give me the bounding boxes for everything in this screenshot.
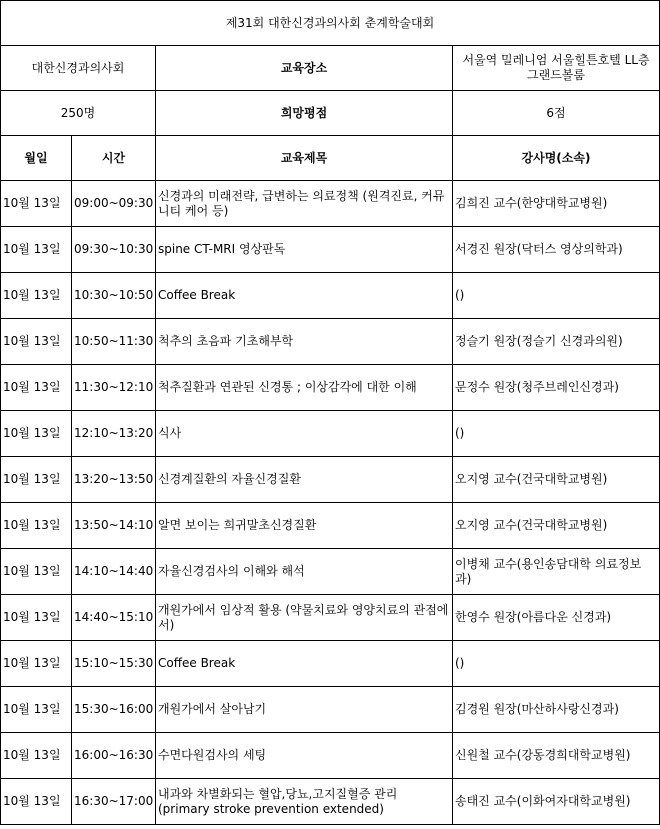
session-title: 척추질환과 연관된 신경통 ; 이상감각에 대한 이해 bbox=[156, 365, 453, 411]
header-title: 교육제목 bbox=[156, 136, 453, 181]
session-date: 10월 13일 bbox=[1, 227, 72, 273]
session-date: 10월 13일 bbox=[1, 641, 72, 687]
session-date: 10월 13일 bbox=[1, 457, 72, 503]
session-lecturer: () bbox=[453, 411, 660, 457]
venue-label: 교육장소 bbox=[156, 46, 453, 91]
table-row bbox=[1, 273, 660, 319]
session-date: 10월 13일 bbox=[1, 733, 72, 779]
table-row bbox=[1, 549, 660, 595]
session-title: 수면다원검사의 세팅 bbox=[156, 733, 453, 779]
session-time: 15:30~16:00 bbox=[72, 687, 156, 733]
header-lecturer: 강사명(소속) bbox=[453, 136, 660, 181]
session-date: 10월 13일 bbox=[1, 687, 72, 733]
table-row bbox=[1, 733, 660, 779]
session-date: 10월 13일 bbox=[1, 549, 72, 595]
session-lecturer: 오지영 교수(건국대학교병원) bbox=[453, 457, 660, 503]
session-title: Coffee Break bbox=[156, 273, 453, 319]
session-title: 개원가에서 임상적 활용 (약물치료와 영양치료의 관점에서) bbox=[156, 595, 453, 641]
session-time: 14:10~14:40 bbox=[72, 549, 156, 595]
organizer: 대한신경과의사회 bbox=[1, 46, 156, 91]
table-row bbox=[1, 319, 660, 365]
session-title: 알면 보이는 희귀말초신경질환 bbox=[156, 503, 453, 549]
table-row bbox=[1, 181, 660, 227]
table-row bbox=[1, 365, 660, 411]
table-row bbox=[1, 227, 660, 273]
session-time: 10:30~10:50 bbox=[72, 273, 156, 319]
capacity: 250명 bbox=[1, 91, 156, 136]
session-lecturer: 정슬기 원장(정슬기 신경과의원) bbox=[453, 319, 660, 365]
session-time: 16:30~17:00 bbox=[72, 779, 156, 825]
session-date: 10월 13일 bbox=[1, 503, 72, 549]
session-date: 10월 13일 bbox=[1, 181, 72, 227]
session-title: 신경계질환의 자율신경질환 bbox=[156, 457, 453, 503]
table-row bbox=[1, 411, 660, 457]
session-title: 개원가에서 살아남기 bbox=[156, 687, 453, 733]
header-date: 월일 bbox=[1, 136, 72, 181]
session-date: 10월 13일 bbox=[1, 779, 72, 825]
session-lecturer: 김희진 교수(한양대학교병원) bbox=[453, 181, 660, 227]
session-title: 척추의 초음파 기초해부학 bbox=[156, 319, 453, 365]
table-row bbox=[1, 503, 660, 549]
session-lecturer: () bbox=[453, 641, 660, 687]
session-lecturer: 신원철 교수(강동경희대학교병원) bbox=[453, 733, 660, 779]
session-time: 12:10~13:20 bbox=[72, 411, 156, 457]
table-row bbox=[1, 641, 660, 687]
session-title: 자율신경검사의 이해와 해석 bbox=[156, 549, 453, 595]
session-time: 09:30~10:30 bbox=[72, 227, 156, 273]
session-lecturer: 한영수 원장(아름다운 신경과) bbox=[453, 595, 660, 641]
session-time: 10:50~11:30 bbox=[72, 319, 156, 365]
session-time: 16:00~16:30 bbox=[72, 733, 156, 779]
session-date: 10월 13일 bbox=[1, 365, 72, 411]
session-lecturer: 오지영 교수(건국대학교병원) bbox=[453, 503, 660, 549]
session-title: 내과와 차별화되는 혈압,당뇨,고지질혈증 관리 (primary stroke prevention extended) bbox=[156, 779, 453, 825]
score-label: 희망평점 bbox=[156, 91, 453, 136]
session-time: 11:30~12:10 bbox=[72, 365, 156, 411]
session-lecturer: 서경진 원장(닥터스 영상의학과) bbox=[453, 227, 660, 273]
session-title: spine CT-MRI 영상판독 bbox=[156, 227, 453, 273]
session-title: Coffee Break bbox=[156, 641, 453, 687]
header-time: 시간 bbox=[72, 136, 156, 181]
score: 6점 bbox=[453, 91, 660, 136]
event-title: 제31회 대한신경과의사회 춘계학술대회 bbox=[1, 1, 660, 46]
session-date: 10월 13일 bbox=[1, 319, 72, 365]
session-time: 14:40~15:10 bbox=[72, 595, 156, 641]
table-row bbox=[1, 457, 660, 503]
table-row bbox=[1, 779, 660, 825]
session-date: 10월 13일 bbox=[1, 273, 72, 319]
session-lecturer: 송태진 교수(이화여자대학교병원) bbox=[453, 779, 660, 825]
table-row bbox=[1, 595, 660, 641]
session-lecturer: 김경원 원장(마산하사랑신경과) bbox=[453, 687, 660, 733]
session-date: 10월 13일 bbox=[1, 595, 72, 641]
venue: 서울역 밀레니엄 서울힐튼호텔 LL층 그랜드볼룸 bbox=[453, 46, 660, 91]
session-lecturer: 이병채 교수(용인송담대학 의료정보과) bbox=[453, 549, 660, 595]
session-lecturer: 문정수 원장(청주브레인신경과) bbox=[453, 365, 660, 411]
session-title: 식사 bbox=[156, 411, 453, 457]
session-time: 13:20~13:50 bbox=[72, 457, 156, 503]
session-time: 09:00~09:30 bbox=[72, 181, 156, 227]
session-date: 10월 13일 bbox=[1, 411, 72, 457]
session-time: 13:50~14:10 bbox=[72, 503, 156, 549]
session-time: 15:10~15:30 bbox=[72, 641, 156, 687]
session-title: 신경과의 미래전략, 급변하는 의료정책 (원격진료, 커뮤니티 케어 등) bbox=[156, 181, 453, 227]
table-row bbox=[1, 687, 660, 733]
session-lecturer: () bbox=[453, 273, 660, 319]
